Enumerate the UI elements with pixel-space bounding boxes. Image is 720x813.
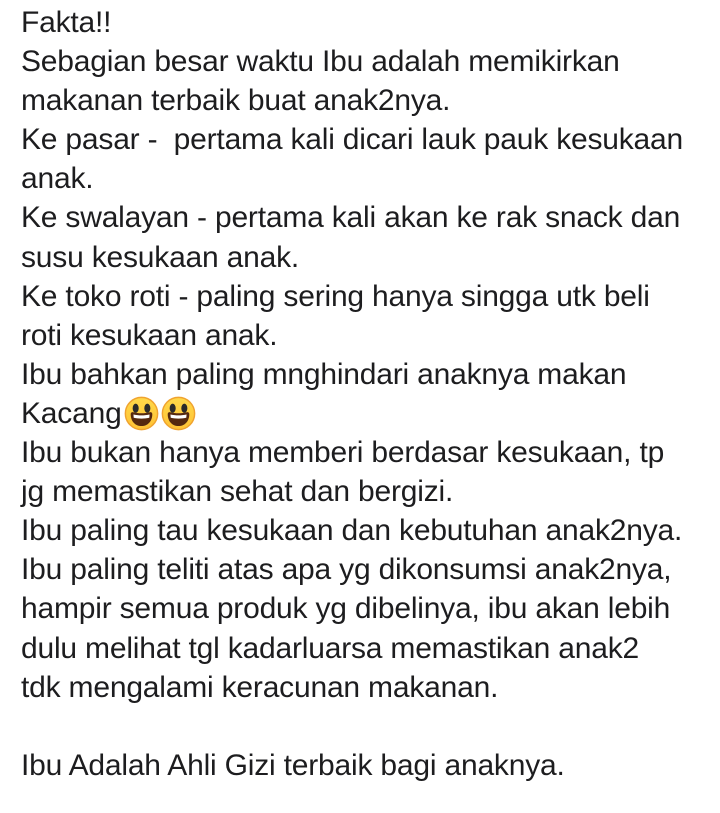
- text-line: Ibu paling teliti atas apa yg dikonsumsi anak2nya,: [21, 553, 672, 587]
- text-line: Ke swalayan - pertama kali akan ke rak snack dan: [21, 201, 681, 235]
- text-line: dulu melihat tgl kadarluarsa memastikan anak2: [21, 631, 639, 665]
- text-line: roti kesukaan anak.: [21, 318, 278, 352]
- text-line: Ibu bukan hanya memberi berdasar kesukaan, tp: [21, 436, 665, 470]
- text-line: Ke pasar - pertama kali dicari lauk pauk kesukaan: [21, 123, 684, 157]
- text-line: anak.: [21, 162, 94, 196]
- text-line: Ke toko roti - paling sering hanya singga utk beli: [21, 279, 650, 313]
- grinning-face-emoji: [161, 396, 196, 431]
- grinning-face-emoji: [124, 396, 159, 431]
- text-line: jg memastikan sehat dan bergizi.: [21, 475, 454, 509]
- text-line: susu kesukaan anak.: [21, 240, 300, 274]
- text-line: hampir semua produk yg dibelinya, ibu akan lebih: [21, 592, 671, 626]
- text-line: Ibu Adalah Ahli Gizi terbaik bagi anaknya.: [21, 748, 565, 782]
- text-line-with-emoji: [21, 394, 710, 433]
- text-line: tdk mengalami keracunan makanan.: [21, 670, 499, 704]
- text-line: Sebagian besar waktu Ibu adalah memikirkan: [21, 45, 620, 79]
- blank-line: [21, 707, 710, 746]
- text-line: Ibu paling tau kesukaan dan kebutuhan anak2nya.: [21, 514, 683, 548]
- text-line: Ibu bahkan paling mnghindari anaknya makan: [21, 357, 627, 391]
- text-line-text: Kacang: [21, 396, 122, 430]
- text-line: Fakta!!: [21, 6, 112, 39]
- text-line: makanan terbaik buat anak2nya.: [21, 84, 451, 118]
